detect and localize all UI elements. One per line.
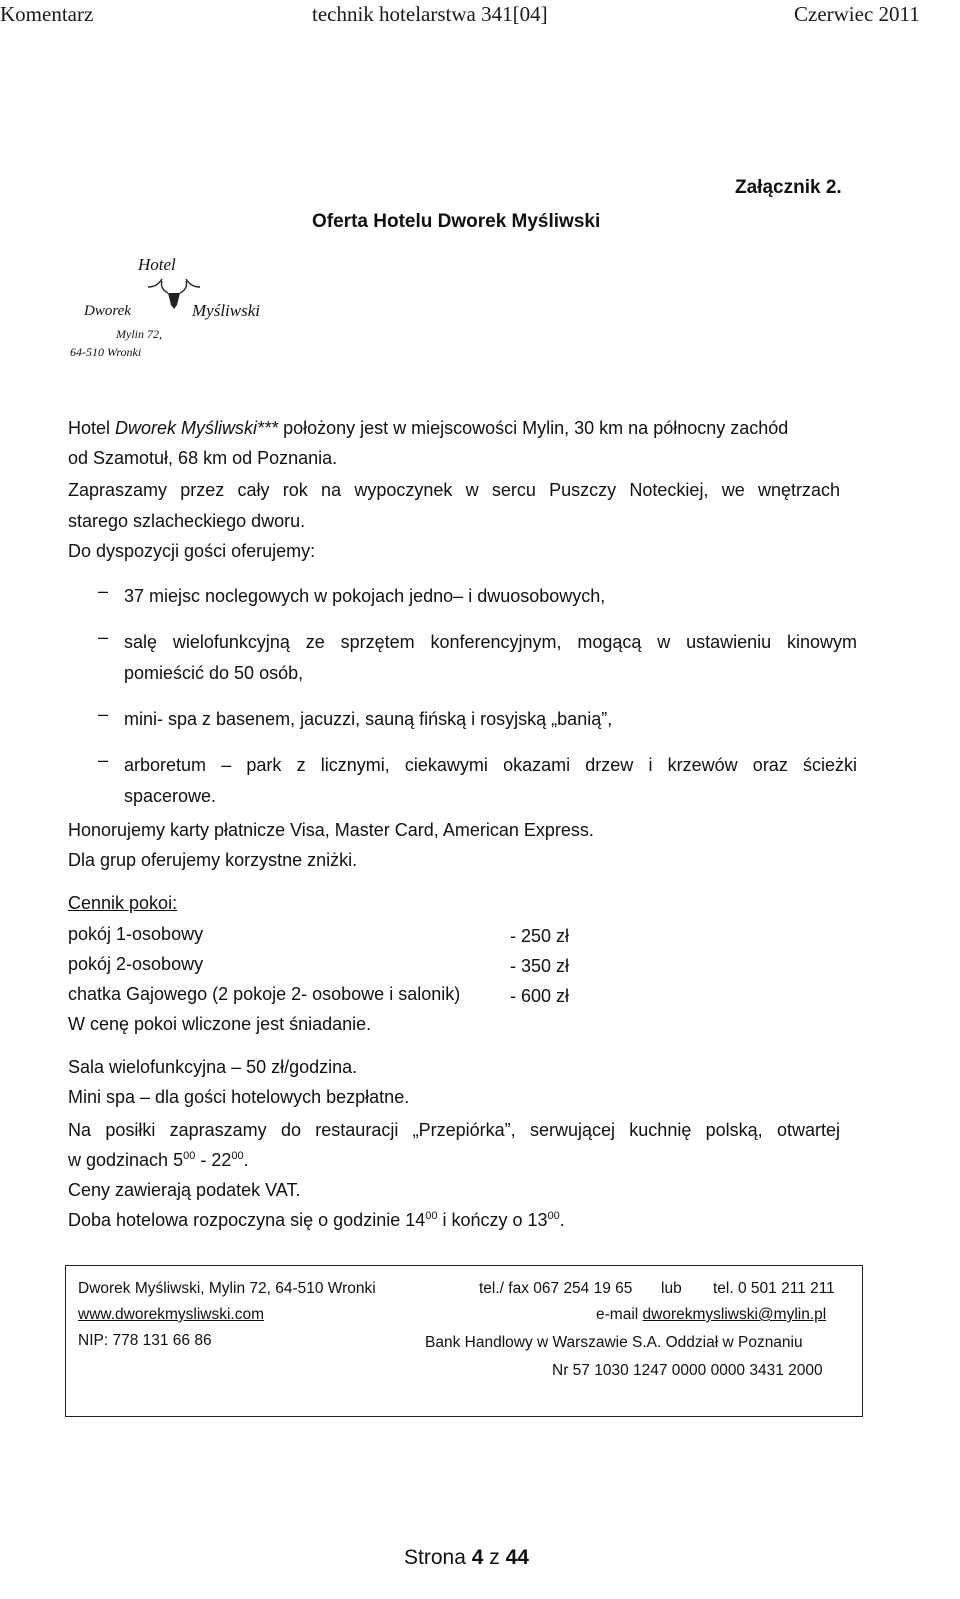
list-item-cont: pomieścić do 50 osób, [124,663,304,683]
footer-website-link[interactable]: www.dworekmysliwski.com [78,1306,265,1323]
spa-note: Mini spa – dla gości hotelowych bezpłatne. [68,1087,410,1107]
list-dash: – [98,704,109,724]
price-item: pokój 1-osobowy [68,924,204,944]
intro-line-2: od Szamotuł, 68 km od Poznania. [68,448,338,468]
footer-address: Dworek Myśliwski, Mylin 72, 64-510 Wronki [78,1280,376,1297]
contact-box [65,1265,863,1417]
vat-note: Ceny zawierają podatek VAT. [68,1180,301,1200]
list-item: salę wielofunkcyjną ze sprzętem konferencyjnym, mogącą w ustawieniu kinowym [124,632,857,652]
hall-price: Sala wielofunkcyjna – 50 zł/godzina. [68,1057,358,1077]
price-item: chatka Gajowego (2 pokoje 2- osobowe i salonik) [68,984,461,1004]
intro-line-4: starego szlacheckiego dworu. [68,511,306,531]
header-left: Komentarz [0,2,94,26]
intro-line-1: Hotel Dworek Myśliwski*** położony jest w miejscowości Mylin, 30 km na północny zachód [68,418,789,438]
footer-or: lub [661,1280,682,1297]
document-title: Oferta Hotelu Dworek Myśliwski [312,211,601,232]
footer-nip: NIP: 778 131 66 86 [78,1332,212,1349]
footer-account: Nr 57 1030 1247 0000 0000 3431 2000 [552,1362,823,1379]
breakfast-note: W cenę pokoi wliczone jest śniadanie. [68,1014,372,1034]
logo-hotel: Hotel [138,255,176,274]
logo-address: Mylin 72, [116,327,162,341]
footer-email-link[interactable]: dworekmysliwski@mylin.pl [642,1306,827,1323]
cards-text: Honorujemy karty płatnicze Visa, Master Card, American Express. [68,820,594,840]
price-item: pokój 2-osobowy [68,954,204,974]
price-value: - 350 zł [510,956,570,976]
footer-phone: tel. 0 501 211 211 [713,1280,835,1297]
list-item-cont: spacerowe. [124,786,217,806]
footer-email: e-mail dworekmysliwski@mylin.pl [596,1306,827,1323]
logo-dworek: Dworek [84,303,131,319]
list-dash: – [98,627,109,647]
header-center: technik hotelarstwa 341[04] [312,2,548,26]
groups-text: Dla grup oferujemy korzystne zniżki. [68,850,358,870]
logo-mysliwski: Myśliwski [192,301,260,320]
pricelist-heading: Cennik pokoi: [68,893,178,913]
list-item: 37 miejsc noclegowych w pokojach jedno– i dwuosobowych, [124,586,606,606]
list-item: arboretum – park z licznymi, ciekawymi okazami drzew i krzewów oraz ścieżki [124,755,857,775]
price-value: - 250 zł [510,926,570,946]
page-number: Strona 4 z 44 [404,1546,529,1569]
hotel-day-note: Doba hotelowa rozpoczyna się o godzinie $14^{00}$ i kończy o $13^{00}$. [68,1210,565,1230]
header-right: Czerwiec 2011 [794,2,920,26]
attachment-label: Załącznik 2. [735,177,842,198]
footer-bank: Bank Handlowy w Warszawie S.A. Oddział w Poznaniu [425,1334,803,1351]
list-dash: – [98,750,109,770]
logo-city: 64-510 Wronki [70,345,142,359]
restaurant-line-2: w godzinach $5^{00} - 22^{00}$. [68,1150,249,1170]
price-value: - 600 zł [510,986,570,1006]
list-item: mini- spa z basenem, jacuzzi, sauną fińską i rosyjską „banią”, [124,709,613,729]
intro-line-3: Zapraszamy przez cały rok na wypoczynek w sercu Puszczy Noteckiej, we wnętrzach [68,480,840,500]
list-dash: – [98,581,109,601]
hotel-logo [70,255,290,375]
restaurant-line-1: Na posiłki zapraszamy do restauracji „Przepiórka”, serwującej kuchnię polską, otwartej [68,1120,840,1140]
intro-line-5: Do dyspozycji gości oferujemy: [68,541,316,561]
footer-fax: tel./ fax 067 254 19 65 [479,1280,633,1297]
